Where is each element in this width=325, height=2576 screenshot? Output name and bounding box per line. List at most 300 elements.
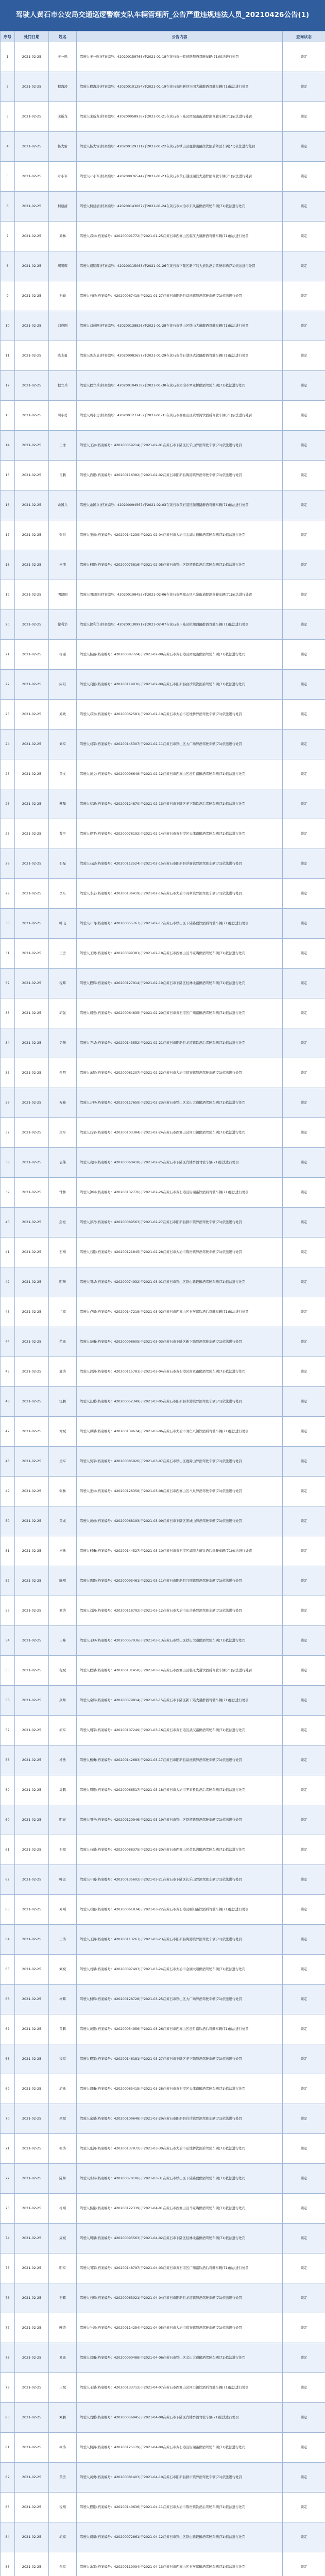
row-index: 31 — [1, 939, 15, 969]
row-content: 驾驶人邓林(档案编号：420200091772)于2021-01-25在黄石市西塞山区临江大道醉酒驾驶车辆(71)依法进行处罚 — [77, 222, 283, 251]
row-index: 21 — [1, 640, 15, 670]
row-status: 锁定 — [283, 431, 325, 461]
row-status: 锁定 — [283, 72, 325, 102]
table-row — [1, 1058, 325, 1088]
table-row — [1, 341, 325, 371]
row-name: 王一鸣 — [49, 42, 77, 72]
table-row — [1, 2044, 325, 2074]
row-name: 叶勇 — [49, 1865, 77, 1895]
row-index: 43 — [1, 1297, 15, 1327]
row-index: 64 — [1, 1925, 15, 1955]
row-name: 王斌 — [49, 2373, 77, 2403]
row-status: 锁定 — [283, 759, 325, 789]
row-content: 驾驶人徐利华(档案编号：420200130991)于2021-02-07在黄石市下陆区杭州西路醉酒驾驶车辆(71)依法进行处罚 — [77, 610, 283, 640]
row-status: 锁定 — [283, 1357, 325, 1387]
row-status: 锁定 — [283, 132, 325, 162]
row-status: 锁定 — [283, 969, 325, 998]
row-index: 44 — [1, 1327, 15, 1357]
row-name: 杨勇 — [49, 1745, 77, 1775]
row-index: 22 — [1, 670, 15, 700]
column-header-content: 公告内容 — [77, 31, 283, 42]
row-content: 驾驶人彭亮(档案编号：420200089563)于2021-02-27在黄石市阳新县排市镇醉酒驾驶车辆(71)依法进行处罚 — [77, 1208, 283, 1238]
row-content: 驾驶人刘斌(档案编号：420200097493)于2021-03-24在黄石市大冶市金湖大道醉酒驾驶车辆(71)依法进行处罚 — [77, 1955, 283, 1985]
row-content: 驾驶人余军(档案编号：420200119094)于2021-04-13在黄石市西塞山区石灰窑醉酒驾驶车辆(71)依法进行处罚 — [77, 2552, 283, 2576]
row-status: 锁定 — [283, 1865, 325, 1895]
row-content: 驾驶人张东(档案编号：420200141239)于2021-02-04在黄石市大冶市金湖大道醉酒驾驶车辆(71)依法进行处罚 — [77, 520, 283, 550]
row-index: 24 — [1, 730, 15, 759]
row-index: 79 — [1, 2373, 15, 2403]
table-row — [1, 281, 325, 311]
row-name: 刘涛 — [49, 1596, 77, 1626]
row-date: 2021-02-25 — [15, 2433, 49, 2463]
row-index: 36 — [1, 1088, 15, 1118]
row-status: 锁定 — [283, 1955, 325, 1985]
row-content: 驾驶人刘鹏(档案编号：420200056945)于2021-04-08在黄石市下陆区肖铺醉酒驾驶车辆(71)依法进行处罚 — [77, 2403, 283, 2433]
table-row — [1, 1925, 325, 1955]
row-name: 钟林 — [49, 1178, 77, 1208]
row-content: 驾驶人石峰(档案编号：420200067419)于2021-01-27在黄石市阳新县富池镇醉酒驾驶车辆(71)依法进行处罚 — [77, 281, 283, 311]
row-index: 13 — [1, 401, 15, 431]
table-row — [1, 2104, 325, 2134]
row-index: 71 — [1, 2134, 15, 2164]
row-index: 45 — [1, 1357, 15, 1387]
row-name: 徐利华 — [49, 610, 77, 640]
row-index: 82 — [1, 2463, 15, 2493]
row-name: 万峰 — [49, 1088, 77, 1118]
row-content: 驾驶人程军(档案编号：420200146181)于2021-03-27在黄石市下陆区老下陆醉酒驾驶车辆(71)依法进行处罚 — [77, 2044, 283, 2074]
row-content: 驾驶人李东(档案编号：420200136419)于2021-02-16在黄石市大冶市灵乡镇醉酒驾驶车辆(71)依法进行处罚 — [77, 879, 283, 909]
row-name: 石斌 — [49, 1835, 77, 1865]
row-index: 52 — [1, 1566, 15, 1596]
row-name: 蔡磊 — [49, 789, 77, 819]
table-row — [1, 1835, 325, 1865]
row-content: 驾驶人陈刚(档案编号：420200093461)于2021-03-11在黄石市阳新县兴国镇醉酒驾驶车辆(71)依法进行处罚 — [77, 1566, 283, 1596]
row-name: 柯辉 — [49, 1985, 77, 2014]
row-content: 驾驶人余斌(档案编号：420200109648)于2021-03-29在黄石市阳新县白沙镇醉酒驾驶车辆(71)依法进行处罚 — [77, 2104, 283, 2134]
row-status: 锁定 — [283, 1566, 325, 1596]
row-index: 72 — [1, 2164, 15, 2194]
row-status: 锁定 — [283, 1148, 325, 1178]
row-status: 锁定 — [283, 2044, 325, 2074]
row-content: 驾驶人尹华(档案编号：420200143552)于2021-02-21在黄石市阳新县龙港镇饮酒后驾驶车辆(71)依法进行处罚 — [77, 1028, 283, 1058]
row-date: 2021-02-25 — [15, 1865, 49, 1895]
row-content: 驾驶人王一鸣(档案编号：420200159765)于2021-01-18在黄石市一般道路醉酒驾驶车辆(71)依法进行处罚 — [77, 42, 283, 72]
row-name: 程军 — [49, 2044, 77, 2074]
row-status: 锁定 — [283, 700, 325, 730]
row-content: 驾驶人杨大雷(档案编号：420200129311)于2021-01-22在黄石市铁山区鹿獐山路段饮酒后驾驶车辆(71)依法进行处罚 — [77, 132, 283, 162]
table-row — [1, 759, 325, 789]
row-status: 锁定 — [283, 1536, 325, 1566]
row-name: 邓林 — [49, 222, 77, 251]
row-name: 柯涛 — [49, 2433, 77, 2463]
row-date: 2021-02-25 — [15, 1745, 49, 1775]
row-index: 62 — [1, 1865, 15, 1895]
row-content: 驾驶人谭斌(档案编号：420200139674)于2021-03-06在黄石市大冶市刘仁八镇饮酒后驾驶车辆(71)依法进行处罚 — [77, 1417, 283, 1447]
row-index: 66 — [1, 1985, 15, 2014]
row-index: 7 — [1, 222, 15, 251]
row-date: 2021-02-25 — [15, 2164, 49, 2194]
table-row — [1, 42, 325, 72]
table-row — [1, 311, 325, 341]
row-content: 驾驶人万峰(档案编号：420200117659)于2021-02-23在黄石市铁山区金山大道醉酒驾驶车辆(71)依法进行处罚 — [77, 1088, 283, 1118]
row-name: 胡明辉 — [49, 251, 77, 281]
row-date: 2021-02-25 — [15, 789, 49, 819]
row-name: 邓欢 — [49, 700, 77, 730]
row-date: 2021-02-25 — [15, 879, 49, 909]
row-date: 2021-02-25 — [15, 1327, 49, 1357]
row-name: 叶飞 — [49, 909, 77, 939]
row-content: 驾驶人宋新龙(档案编号：420200058936)于2021-01-21在黄石市下陆区团城山街道醉酒驾驶车辆(71)依法进行处罚 — [77, 102, 283, 132]
row-date: 2021-02-25 — [15, 2283, 49, 2313]
row-index: 57 — [1, 1716, 15, 1745]
table-row — [1, 998, 325, 1028]
table-row — [1, 1716, 325, 1745]
table-row — [1, 1805, 325, 1835]
table-row — [1, 1447, 325, 1477]
row-status: 锁定 — [283, 550, 325, 580]
table-row — [1, 1118, 325, 1148]
row-content: 驾驶人张林(档案编号：420200126358)于2021-03-08在黄石市西塞山区八泉醉酒驾驶车辆(71)依法进行处罚 — [77, 1477, 283, 1506]
row-name: 谭斌 — [49, 1417, 77, 1447]
row-date: 2021-02-25 — [15, 2014, 49, 2044]
row-status: 锁定 — [283, 1238, 325, 1267]
row-content: 驾驶人向阳(档案编号：420200119036)于2021-02-09在黄石市阳新县白沙镇饮酒后驾驶车辆(71)依法进行处罚 — [77, 670, 283, 700]
row-name: 曹平 — [49, 819, 77, 849]
row-index: 18 — [1, 550, 15, 580]
row-content: 驾驶人石斌(档案编号：420200088375)于2021-03-20在黄石市西塞山区黄思湾醉酒驾驶车辆(71)依法进行处罚 — [77, 1835, 283, 1865]
row-content: 驾驶人明军(档案编号：420200148797)于2021-04-03在黄石市黄石港区广州路饮酒后驾驶车辆(71)依法进行处罚 — [77, 2253, 283, 2283]
row-content: 驾驶人余明(档案编号：420200081207)于2021-02-22在黄石市大冶市保安镇醉酒驾驶车辆(71)依法进行处罚 — [77, 1058, 283, 1088]
row-name: 叶涛 — [49, 2313, 77, 2343]
row-name: 程立兵 — [49, 371, 77, 401]
row-content: 驾驶人邓刚(档案编号：420200061834)于2021-03-22在黄石市黄石港区颐阳路饮酒后驾驶车辆(71)依法进行处罚 — [77, 1895, 283, 1925]
row-name: 黄勇 — [49, 2463, 77, 2493]
table-row — [1, 1895, 325, 1925]
row-date: 2021-02-25 — [15, 1985, 49, 2014]
row-status: 锁定 — [283, 2433, 325, 2463]
row-date: 2021-02-25 — [15, 2552, 49, 2576]
table-row — [1, 550, 325, 580]
table-row — [1, 1208, 325, 1238]
row-index: 25 — [1, 759, 15, 789]
row-date: 2021-02-25 — [15, 371, 49, 401]
row-date: 2021-02-25 — [15, 939, 49, 969]
table-row — [1, 1536, 325, 1566]
row-name: 宋新龙 — [49, 102, 77, 132]
row-status: 锁定 — [283, 1506, 325, 1536]
row-content: 驾驶人黄勇(档案编号：420200081403)于2021-04-10在黄石市阳新县排市镇醉酒驾驶车辆(71)依法进行处罚 — [77, 2463, 283, 2493]
row-status: 锁定 — [283, 1686, 325, 1716]
row-date: 2021-02-25 — [15, 2044, 49, 2074]
row-status: 锁定 — [283, 1088, 325, 1118]
row-date: 2021-02-25 — [15, 1895, 49, 1925]
row-content: 驾驶人胡斌(档案编号：420200072861)于2021-04-12在黄石市铁山区铁山路段醉酒驾驶车辆(71)依法进行处罚 — [77, 2522, 283, 2552]
row-content: 驾驶人周斌(档案编号：420200095563)于2021-04-02在黄石市下陆区桂林北路醉酒驾驶车辆(71)依法进行处罚 — [77, 2224, 283, 2253]
row-status: 锁定 — [283, 222, 325, 251]
row-date: 2021-02-25 — [15, 2224, 49, 2253]
row-name: 邓刚 — [49, 1895, 77, 1925]
row-index: 29 — [1, 879, 15, 909]
row-date: 2021-02-25 — [15, 102, 49, 132]
table-row — [1, 2074, 325, 2104]
row-index: 78 — [1, 2343, 15, 2373]
row-index: 42 — [1, 1267, 15, 1297]
row-date: 2021-02-25 — [15, 1955, 49, 1985]
row-name: 吴军 — [49, 1447, 77, 1477]
row-name: 程海涛 — [49, 72, 77, 102]
row-index: 34 — [1, 1028, 15, 1058]
table-row — [1, 1327, 325, 1357]
row-index: 6 — [1, 192, 15, 222]
row-name: 李东 — [49, 879, 77, 909]
table-row — [1, 401, 325, 431]
row-status: 锁定 — [283, 1387, 325, 1417]
row-date: 2021-02-25 — [15, 132, 49, 162]
row-content: 驾驶人柯建清(档案编号：420200143087)于2021-01-24在黄石市大冶市东风路醉酒驾驶车辆(71)依法进行处罚 — [77, 192, 283, 222]
row-content: 驾驶人刘军(档案编号：420200145307)于2021-02-11在黄石市铁山区大广场醉酒驾驶车辆(71)依法进行处罚 — [77, 730, 283, 759]
table-row — [1, 2313, 325, 2343]
row-index: 53 — [1, 1596, 15, 1626]
row-content: 驾驶人胡军(档案编号：420200107249)于2021-03-16在黄石市黄石港区武汉路醉酒驾驶车辆(71)依法进行处罚 — [77, 1716, 283, 1745]
table-row — [1, 222, 325, 251]
table-row — [1, 2552, 325, 2576]
row-content: 驾驶人石刚(档案编号：420200121845)于2021-02-28在黄石市大冶市陈贵镇醉酒驾驶车辆(71)依法进行处罚 — [77, 1238, 283, 1267]
table-row — [1, 1626, 325, 1656]
row-status: 锁定 — [283, 789, 325, 819]
row-content: 驾驶人程辉(档案编号：420200127914)于2021-02-19在黄石市下陆区桂林北路醉酒驾驶车辆(71)依法进行处罚 — [77, 969, 283, 998]
row-index: 10 — [1, 311, 15, 341]
row-status: 锁定 — [283, 2253, 325, 2283]
row-name: 尹华 — [49, 1028, 77, 1058]
row-index: 15 — [1, 461, 15, 490]
table-row — [1, 2134, 325, 2164]
row-date: 2021-02-25 — [15, 1178, 49, 1208]
row-date: 2021-02-25 — [15, 1148, 49, 1178]
table-row — [1, 1955, 325, 1985]
row-name: 程刚 — [49, 2493, 77, 2522]
row-content: 驾驶人张涛(档案编号：420200137872)于2021-03-30在黄石市大冶市还地桥饮酒后驾驶车辆(71)依法进行处罚 — [77, 2134, 283, 2164]
table-row — [1, 2433, 325, 2463]
table-row — [1, 2283, 325, 2313]
row-name: 袁伟 — [49, 1148, 77, 1178]
row-name: 胡强 — [49, 998, 77, 1028]
row-index: 61 — [1, 1835, 15, 1865]
row-index: 47 — [1, 1417, 15, 1447]
row-status: 锁定 — [283, 2343, 325, 2373]
table-row — [1, 490, 325, 520]
row-status: 锁定 — [283, 1058, 325, 1088]
row-name: 张涛 — [49, 2134, 77, 2164]
row-index: 27 — [1, 819, 15, 849]
row-status: 锁定 — [283, 819, 325, 849]
row-name: 刘成刚 — [49, 311, 77, 341]
row-date: 2021-02-25 — [15, 1028, 49, 1058]
row-status: 锁定 — [283, 1447, 325, 1477]
column-header-status: 查询状态 — [283, 31, 325, 42]
row-content: 驾驶人汪鹏(档案编号：420200052349)于2021-03-05在黄石市阳新县木港镇醉酒驾驶车辆(71)依法进行处罚 — [77, 1387, 283, 1417]
row-content: 驾驶人曹平(档案编号：420200078192)于2021-02-14在黄石市黄石港区天津路醉酒驾驶车辆(71)依法进行处罚 — [77, 819, 283, 849]
row-status: 锁定 — [283, 1656, 325, 1686]
row-status: 锁定 — [283, 2194, 325, 2224]
row-date: 2021-02-25 — [15, 998, 49, 1028]
row-date: 2021-02-25 — [15, 730, 49, 759]
row-index: 77 — [1, 2313, 15, 2343]
row-status: 锁定 — [283, 1028, 325, 1058]
column-header-name: 姓名 — [49, 31, 77, 42]
row-name: 程斌 — [49, 1656, 77, 1686]
row-status: 锁定 — [283, 192, 325, 222]
row-index: 20 — [1, 610, 15, 640]
row-index: 23 — [1, 700, 15, 730]
row-date: 2021-02-25 — [15, 1686, 49, 1716]
table-row — [1, 2164, 325, 2194]
row-index: 4 — [1, 132, 15, 162]
row-content: 驾驶人程海涛(档案编号：420200101254)于2021-01-19在黄石市阳新县兴国大道醉酒驾驶车辆(71)依法进行处罚 — [77, 72, 283, 102]
row-status: 锁定 — [283, 2552, 325, 2576]
row-status: 锁定 — [283, 1745, 325, 1775]
row-date: 2021-02-25 — [15, 2074, 49, 2104]
table-row — [1, 1985, 325, 2014]
row-name: 余斌 — [49, 2104, 77, 2134]
table-row — [1, 610, 325, 640]
row-date: 2021-02-25 — [15, 42, 49, 72]
table-row — [1, 520, 325, 550]
row-name: 石峰 — [49, 281, 77, 311]
row-content: 驾驶人叶飞(档案编号：420200055763)于2021-02-17在黄石市铁山区下陆路段饮酒后驾驶车辆(71)依法进行处罚 — [77, 909, 283, 939]
table-row — [1, 969, 325, 998]
row-status: 锁定 — [283, 2283, 325, 2313]
table-row — [1, 1775, 325, 1805]
table-row — [1, 2463, 325, 2493]
row-index: 80 — [1, 2403, 15, 2433]
row-index: 83 — [1, 2493, 15, 2522]
row-index: 69 — [1, 2074, 15, 2104]
row-name: 石辉 — [49, 2283, 77, 2313]
row-content: 驾驶人柯朋(档案编号：420200073816)于2021-02-05在黄石市铁山区铁贺路饮酒后驾驶车辆(71)依法进行处罚 — [77, 550, 283, 580]
row-date: 2021-02-25 — [15, 251, 49, 281]
row-index: 54 — [1, 1626, 15, 1656]
row-content: 驾驶人陈志勇(档案编号：420200082657)于2021-01-29在黄石市黄石港区武汉路醉酒驾驶车辆(71)依法进行处罚 — [77, 341, 283, 371]
row-index: 40 — [1, 1208, 15, 1238]
row-content: 驾驶人王冰(档案编号：420200059214)于2021-02-01在黄石市下陆区长乐山醉酒驾驶车辆(71)依法进行处罚 — [77, 431, 283, 461]
row-content: 驾驶人王峰(档案编号：420200057036)于2021-03-13在黄石市铁山区铁山大道醉酒驾驶车辆(71)依法进行处罚 — [77, 1626, 283, 1656]
row-name: 卢斌 — [49, 1297, 77, 1327]
row-name: 叶小军 — [49, 162, 77, 192]
row-name: 余国兵 — [49, 490, 77, 520]
row-date: 2021-02-25 — [15, 759, 49, 789]
row-content: 驾驶人石磊(档案编号：420200112524)于2021-02-15在黄石市阳新县浮屠镇醉酒驾驶车辆(71)依法进行处罚 — [77, 849, 283, 879]
row-index: 11 — [1, 341, 15, 371]
row-status: 锁定 — [283, 1805, 325, 1835]
row-index: 32 — [1, 969, 15, 998]
table-row — [1, 2343, 325, 2373]
row-index: 73 — [1, 2194, 15, 2224]
row-status: 锁定 — [283, 2373, 325, 2403]
row-status: 锁定 — [283, 490, 325, 520]
row-name: 王勇 — [49, 939, 77, 969]
row-content: 驾驶人程斌(档案编号：420200131458)于2021-03-14在黄石市西塞山区临江大道饮酒后驾驶车辆(71)依法进行处罚 — [77, 1656, 283, 1686]
table-row — [1, 1656, 325, 1686]
row-name: 胡军 — [49, 1716, 77, 1745]
row-content: 驾驶人冯军(档案编号：420200103384)于2021-02-24在黄石市西塞山区河口镇醉酒驾驶车辆(71)依法进行处罚 — [77, 1118, 283, 1148]
row-name: 向阳 — [49, 670, 77, 700]
row-content: 驾驶人郭涛(档案编号：420200115781)于2021-03-04在黄石市黄石港区南京路醉酒驾驶车辆(71)依法进行处罚 — [77, 1357, 283, 1387]
table-row — [1, 700, 325, 730]
row-index: 38 — [1, 1148, 15, 1178]
row-date: 2021-02-25 — [15, 1387, 49, 1417]
row-status: 锁定 — [283, 461, 325, 490]
row-date: 2021-02-25 — [15, 2253, 49, 2283]
row-status: 锁定 — [283, 670, 325, 700]
row-index: 19 — [1, 580, 15, 610]
table-row — [1, 789, 325, 819]
row-index: 60 — [1, 1805, 15, 1835]
table-body — [1, 42, 325, 2576]
row-content: 驾驶人钟林(档案编号：420200132776)于2021-02-26在黄石市黄石港区沿湖路饮酒后驾驶车辆(71)依法进行处罚 — [77, 1178, 283, 1208]
row-date: 2021-02-25 — [15, 550, 49, 580]
row-index: 85 — [1, 2552, 15, 2576]
row-content: 驾驶人明华(档案编号：420200074932)于2021-03-01在黄石市铁山区铁山路段醉酒驾驶车辆(71)依法进行处罚 — [77, 1267, 283, 1297]
row-name: 杨大雷 — [49, 132, 77, 162]
row-date: 2021-02-25 — [15, 461, 49, 490]
table-row — [1, 1238, 325, 1267]
row-date: 2021-02-25 — [15, 849, 49, 879]
row-name: 张林 — [49, 1477, 77, 1506]
row-content: 驾驶人黄文(档案编号：420200096648)于2021-02-12在黄石市西塞山区澄月路醉酒驾驶车辆(71)依法进行处罚 — [77, 759, 283, 789]
row-content: 驾驶人杨勇(档案编号：420200142683)于2021-03-17在黄石市阳新县富池镇醉酒驾驶车辆(71)依法进行处罚 — [77, 1745, 283, 1775]
row-date: 2021-02-25 — [15, 2463, 49, 2493]
row-index: 28 — [1, 849, 15, 879]
row-date: 2021-02-25 — [15, 1477, 49, 1506]
table-row — [1, 1028, 325, 1058]
row-name: 范勇 — [49, 1327, 77, 1357]
row-index: 58 — [1, 1745, 15, 1775]
table-row — [1, 819, 325, 849]
row-date: 2021-02-25 — [15, 700, 49, 730]
row-index: 65 — [1, 1955, 15, 1985]
table-row — [1, 939, 325, 969]
row-status: 锁定 — [283, 520, 325, 550]
row-content: 驾驶人周鹏(档案编号：420200066517)于2021-03-18在黄石市大冶市罗家桥饮酒后驾驶车辆(71)依法进行处罚 — [77, 1775, 283, 1805]
row-date: 2021-02-25 — [15, 2522, 49, 2552]
table-row — [1, 1865, 325, 1895]
row-date: 2021-02-25 — [15, 1118, 49, 1148]
row-content: 驾驶人胡勇(档案编号：420200083415)于2021-03-28在黄石市黄石港区天津路醉酒驾驶车辆(71)依法进行处罚 — [77, 2074, 283, 2104]
row-content: 驾驶人余辉(档案编号：420200079814)于2021-03-15在黄石市下陆区新下陆大道醉酒驾驶车辆(71)依法进行处罚 — [77, 1686, 283, 1716]
table-row — [1, 640, 325, 670]
table-row — [1, 431, 325, 461]
row-name: 黄成 — [49, 1506, 77, 1536]
row-date: 2021-02-25 — [15, 1835, 49, 1865]
table-row — [1, 580, 325, 610]
row-name: 余军 — [49, 2552, 77, 2576]
row-index: 76 — [1, 2283, 15, 2313]
row-name: 刘鹏 — [49, 2403, 77, 2433]
row-date: 2021-02-25 — [15, 580, 49, 610]
row-date: 2021-02-25 — [15, 1626, 49, 1656]
row-date: 2021-02-25 — [15, 192, 49, 222]
row-index: 81 — [1, 2433, 15, 2463]
row-date: 2021-02-25 — [15, 1208, 49, 1238]
row-content: 驾驶人杨刚(档案编号：420200122339)于2021-04-01在黄石市西塞山区马家嘴醉酒驾驶车辆(71)依法进行处罚 — [77, 2194, 283, 2224]
row-name: 周小勇 — [49, 401, 77, 431]
table-row — [1, 1178, 325, 1208]
row-name: 杨丽 — [49, 640, 77, 670]
table-row — [1, 371, 325, 401]
row-index: 63 — [1, 1895, 15, 1925]
row-status: 锁定 — [283, 2014, 325, 2044]
row-content: 驾驶人邓勇(档案编号：420200090488)于2021-04-06在黄石市铁山区金山大道醉酒驾驶车辆(71)依法进行处罚 — [77, 2343, 283, 2373]
